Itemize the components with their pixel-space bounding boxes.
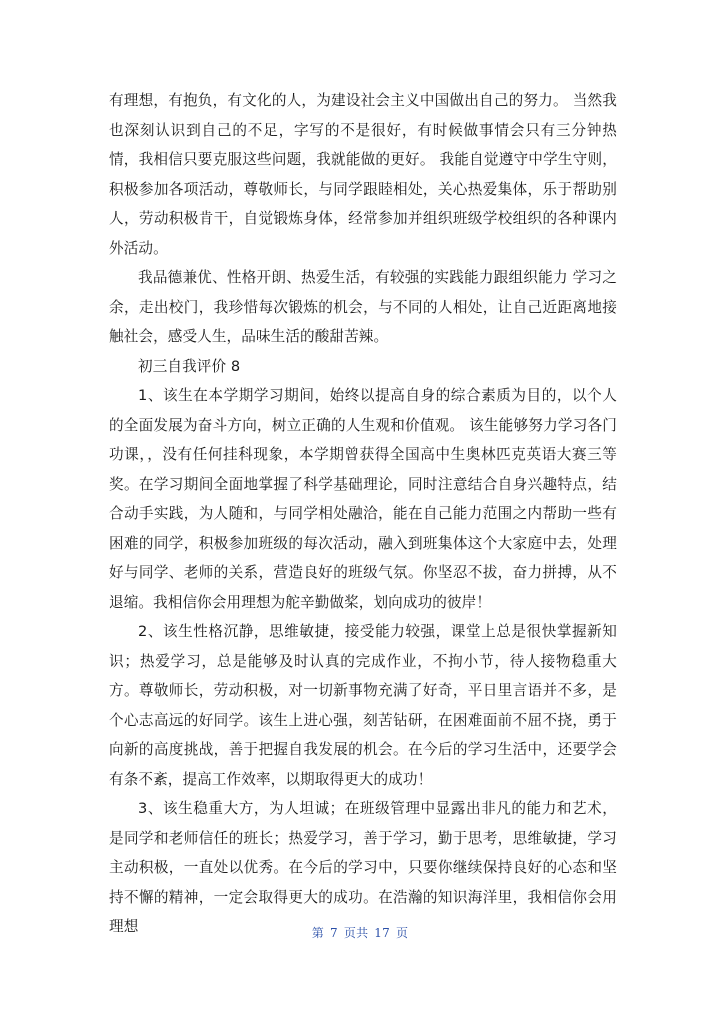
- footer-current-page: 7: [330, 926, 338, 940]
- paragraph-3: 1、该生在本学期学习期间，始终以提高自身的综合素质为目的，以个人的全面发展为奋斗方向，树立正确的人生观和价值观。 该生能够努力学习各门功课，，没有任何挂科现象，本学期曾获得全国高中生奥林匹克英语大赛三等奖。在学习期间全面地掌握了科学基础理论，同时注意结合自身兴趣特点，结合动手实践，为人随和，与同学相处融洽，能在自己能力范围之内帮助一些有困难的同学，积极参加班级的每次活动，融入到班集体这个大家庭中去，处理好与同学、老师的关系，营造良好的班级气氛。你坚忍不拔，奋力拼搏，从不退缩。我相信你会用理想为舵辛勤做桨，划向成功的彼岸！: [109, 387, 617, 611]
- paragraph-4: 2、该生性格沉静，思维敏捷，接受能力较强，课堂上总是很快掌握新知识；热爱学习，总是能够及时认真的完成作业，不拘小节，待人接物稳重大方。尊敬师长，劳动积极，对一切新事物充满了好奇，平日里言语并不多，是个心志高远的好同学。该生上进心强，刻苦钻研，在困难面前不屈不挠，勇于向新的高度挑战，善于把握自我发展的机会。在今后的学习生活中，还要学会有条不紊，提高工作效率，以期取得更大的成功！: [109, 623, 617, 788]
- document-body: [109, 86, 617, 942]
- footer-total-pages: 17: [374, 926, 390, 940]
- page-footer: [0, 924, 720, 941]
- paragraph-2: 我品德兼优、性格开朗、热爱生活，有较强的实践能力跟组织能力 学习之余，走出校门，我珍惜每次锻炼的机会，与不同的人相处，让自己近距离地接触社会，感受人生，品味生活的酸甜苦辣。: [109, 269, 617, 345]
- section-heading: 初三自我评价 8: [138, 357, 241, 375]
- footer-prefix: 第: [311, 926, 324, 940]
- footer-middle: 页共: [343, 926, 369, 940]
- paragraph-5: 3、该生稳重大方，为人坦诚；在班级管理中显露出非凡的能力和艺术，是同学和老师信任的班长；热爱学习，善于学习，勤于思考，思维敏捷，学习主动积极，一直处以优秀。在今后的学习中，只要你继续保持良好的心态和坚持不懈的精神，一定会取得更大的成功。在浩瀚的知识海洋里，我相信你会用理想: [109, 800, 617, 935]
- paragraph-1: 有理想，有抱负，有文化的人，为建设社会主义中国做出自己的努力。 当然我也深刻认识到自己的不足，字写的不是很好，有时候做事情会只有三分钟热情，我相信只要克服这些问题，我就能做的更好。 我能自觉遵守中学生守则，积极参加各项活动，尊敬师长，与同学跟睦相处，关心热爱集体，乐于帮助别人，劳动积极肯干，自觉锻炼身体，经常参加并组织班级学校组织的各种课内外活动。: [109, 92, 617, 257]
- footer-suffix: 页: [395, 926, 409, 940]
